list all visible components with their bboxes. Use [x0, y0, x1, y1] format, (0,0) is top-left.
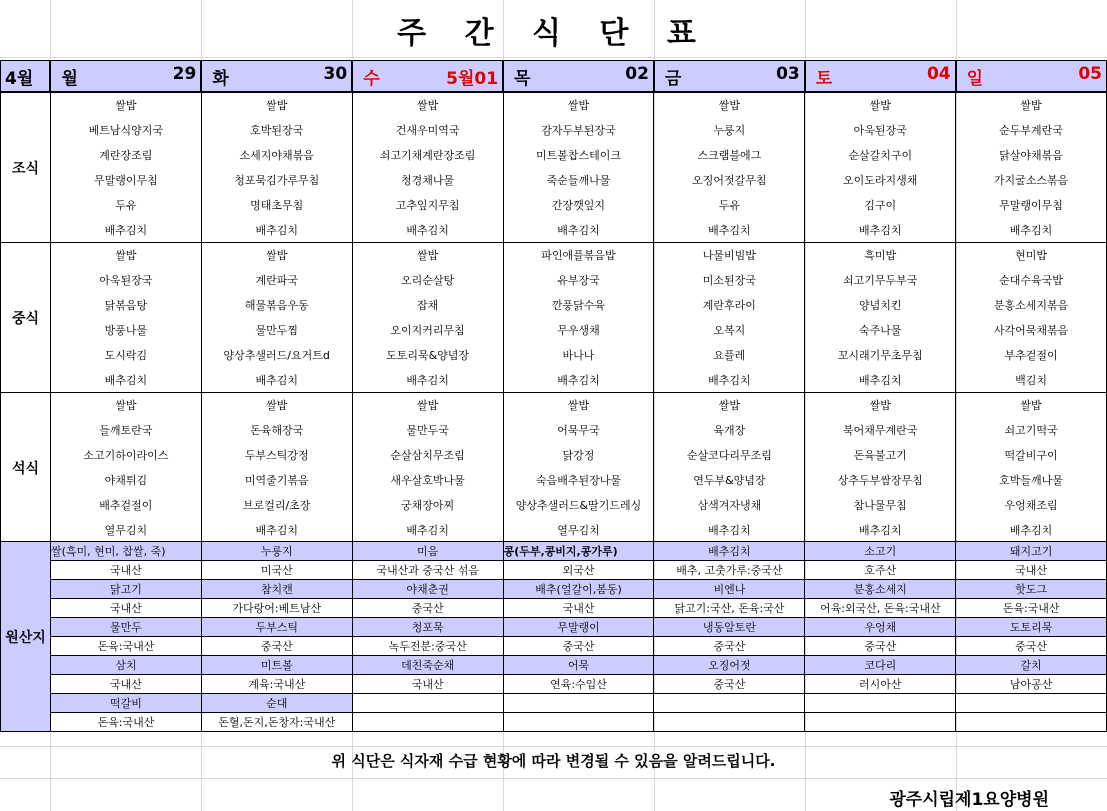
menu-cell: 청포묵김가루무침	[201, 168, 352, 193]
menu-cell: 순살삼치무조림	[352, 443, 503, 468]
menu-cell: 쌀밥	[201, 393, 352, 418]
menu-cell: 쌀밥	[201, 93, 352, 118]
page-title: 주 간 식 단 표	[397, 16, 710, 51]
menu-cell: 순살갈치구이	[805, 143, 956, 168]
gridline	[0, 57, 1107, 58]
menu-cell: 청경채나물	[352, 168, 503, 193]
origin-source-cell: 중국산	[654, 637, 805, 656]
menu-cell: 건새우미역국	[352, 118, 503, 143]
origin-item-cell: 순대	[201, 694, 352, 713]
origin-source-cell: 계육:국내산	[201, 675, 352, 694]
menu-cell: 쌀밥	[654, 393, 805, 418]
origin-item-cell	[352, 694, 503, 713]
menu-row	[1, 193, 1107, 218]
day-header-row	[0, 60, 1107, 92]
menu-cell: 쌀밥	[50, 93, 201, 118]
menu-cell: 오복지	[654, 318, 805, 343]
gridline	[0, 778, 1107, 779]
origin-item-cell: 참치캔	[201, 580, 352, 599]
menu-cell: 육개장	[654, 418, 805, 443]
menu-cell: 미역줄기볶음	[201, 468, 352, 493]
menu-cell: 명태초무침	[201, 193, 352, 218]
origin-item-cell	[956, 694, 1107, 713]
menu-row	[1, 493, 1107, 518]
menu-cell: 소고기하이라이스	[50, 443, 201, 468]
menu-cell: 아욱된장국	[805, 118, 956, 143]
menu-cell: 배추김치	[503, 218, 654, 243]
menu-cell: 순살코다리무조림	[654, 443, 805, 468]
menu-cell: 배추김치	[50, 368, 201, 393]
menu-cell: 닭강정	[503, 443, 654, 468]
origin-item-cell: 도토리묵	[956, 618, 1107, 637]
origin-source-cell: 녹두전분:중국산	[352, 637, 503, 656]
day-date: 29	[172, 63, 197, 84]
menu-cell: 삼색겨자냉채	[654, 493, 805, 518]
menu-row	[1, 168, 1107, 193]
menu-cell: 열무김치	[503, 518, 654, 543]
menu-row	[1, 318, 1107, 343]
menu-cell: 숙주나물	[805, 318, 956, 343]
day-name: 화	[212, 68, 229, 89]
origin-label: 원산지	[1, 542, 51, 732]
origin-item-cell: 두부스틱	[201, 618, 352, 637]
origin-item-cell: 오징어젓	[654, 656, 805, 675]
menu-cell: 죽순들깨나물	[503, 168, 654, 193]
menu-cell: 참나물무침	[805, 493, 956, 518]
day-date: 5월01	[446, 68, 499, 89]
day-name: 월	[61, 68, 78, 89]
day-header-cell	[201, 61, 352, 92]
origin-item-cell: 야채춘권	[352, 580, 503, 599]
menu-cell: 닭살야채볶음	[956, 143, 1107, 168]
menu-cell: 부추겉절이	[956, 343, 1107, 368]
origin-item-cell: 핫도그	[956, 580, 1107, 599]
menu-cell: 쌀밥	[352, 93, 503, 118]
hospital-name: 광주시립제1요양병원	[889, 790, 1049, 810]
origin-item-cell: 청포묵	[352, 618, 503, 637]
menu-cell: 물만두국	[352, 418, 503, 443]
origin-item-cell: 코다리	[805, 656, 956, 675]
origin-source-cell: 어육:외국산, 돈육:국내산	[805, 599, 956, 618]
origin-item-cell	[805, 694, 956, 713]
menu-cell: 쇠고기채계란장조림	[352, 143, 503, 168]
menu-row	[1, 268, 1107, 293]
menu-cell: 궁채장아찌	[352, 493, 503, 518]
menu-cell: 무말랭이무침	[956, 193, 1107, 218]
origin-source-cell: 호주산	[805, 561, 956, 580]
menu-row	[1, 143, 1107, 168]
menu-cell: 새우살호박나물	[352, 468, 503, 493]
menu-cell: 배추김치	[503, 368, 654, 393]
origin-source-cell: 중국산	[956, 637, 1107, 656]
origin-table	[0, 541, 1107, 732]
day-header-cell	[956, 61, 1107, 92]
menu-row	[1, 118, 1107, 143]
origin-source-cell: 중국산	[805, 637, 956, 656]
day-date: 04	[926, 63, 951, 84]
gridline	[0, 746, 1107, 747]
day-header-cell	[805, 61, 956, 92]
menu-cell: 물만두찜	[201, 318, 352, 343]
origin-source-row	[1, 675, 1107, 694]
menu-cell: 배추김치	[201, 218, 352, 243]
origin-item-cell: 물만두	[50, 618, 201, 637]
menu-cell: 배추김치	[654, 218, 805, 243]
menu-cell: 배추김치	[352, 218, 503, 243]
menu-row	[1, 243, 1107, 268]
menu-row	[1, 393, 1107, 418]
origin-item-cell: 분홍소세지	[805, 580, 956, 599]
day-header-cell	[503, 61, 654, 92]
origin-item-cell: 쌀(흑미, 현미, 찹쌀, 죽)	[50, 542, 201, 561]
day-header-cell	[352, 61, 503, 92]
menu-cell: 두유	[654, 193, 805, 218]
menu-cell: 간장깻잎지	[503, 193, 654, 218]
origin-item-cell: 우엉채	[805, 618, 956, 637]
day-name: 일	[966, 68, 984, 89]
origin-source-cell: 돈육:국내산	[956, 599, 1107, 618]
origin-item-cell: 닭고기	[50, 580, 201, 599]
origin-item-cell: 콩(두부,콩비지,콩가루)	[503, 542, 654, 561]
origin-item-row	[1, 618, 1107, 637]
meal-label: 중식	[1, 243, 51, 393]
menu-cell: 방풍나물	[50, 318, 201, 343]
origin-source-cell: 국내산	[503, 599, 654, 618]
origin-item-row	[1, 580, 1107, 599]
menu-cell: 상추두부쌈장무침	[805, 468, 956, 493]
menu-cell: 미소된장국	[654, 268, 805, 293]
menu-cell: 분홍소세지볶음	[956, 293, 1107, 318]
origin-source-cell: 남아공산	[956, 675, 1107, 694]
origin-source-cell	[805, 713, 956, 732]
origin-source-cell: 국내산	[352, 675, 503, 694]
menu-cell: 배추김치	[201, 368, 352, 393]
origin-source-cell: 국내산	[50, 675, 201, 694]
origin-item-row	[1, 694, 1107, 713]
menu-cell: 북어채무계란국	[805, 418, 956, 443]
menu-cell: 쌀밥	[654, 93, 805, 118]
origin-item-cell: 무말랭이	[503, 618, 654, 637]
origin-source-cell: 중국산	[352, 599, 503, 618]
origin-item-cell: 미트볼	[201, 656, 352, 675]
menu-cell: 떡갈비구이	[956, 443, 1107, 468]
day-date: 05	[1078, 63, 1102, 84]
menu-cell: 해물볶음우동	[201, 293, 352, 318]
origin-item-cell: 배추(얼갈이,봄동)	[503, 580, 654, 599]
menu-cell: 감자두부된장국	[503, 118, 654, 143]
day-name: 금	[664, 68, 682, 89]
origin-item-cell: 소고기	[805, 542, 956, 561]
origin-source-cell: 가다랑어:베트남산	[201, 599, 352, 618]
origin-source-row	[1, 713, 1107, 732]
menu-cell: 요플레	[654, 343, 805, 368]
notice-text: 위 식단은 식자재 수급 현황에 따라 변경될 수 있음을 알려드립니다.	[331, 752, 776, 770]
menu-cell: 순대수육국밥	[956, 268, 1107, 293]
origin-item-cell: 누룽지	[201, 542, 352, 561]
menu-cell: 무우생채	[503, 318, 654, 343]
menu-cell: 돈육불고기	[805, 443, 956, 468]
origin-source-cell: 돈혈,돈지,돈창자:국내산	[201, 713, 352, 732]
menu-cell: 계란파국	[201, 268, 352, 293]
menu-cell: 두부스틱강정	[201, 443, 352, 468]
menu-cell: 김구이	[805, 193, 956, 218]
menu-cell: 소세지야채볶음	[201, 143, 352, 168]
origin-source-cell	[352, 713, 503, 732]
origin-source-cell: 국내산	[50, 599, 201, 618]
origin-source-row	[1, 561, 1107, 580]
origin-item-cell: 갈치	[956, 656, 1107, 675]
menu-cell: 배추김치	[201, 518, 352, 543]
day-header-cell	[654, 61, 805, 92]
origin-source-cell: 닭고기:국산, 돈육:국산	[654, 599, 805, 618]
menu-cell: 계란장조림	[50, 143, 201, 168]
menu-cell: 쌀밥	[805, 393, 956, 418]
menu-cell: 쌀밥	[50, 393, 201, 418]
day-date: 30	[323, 63, 348, 84]
menu-cell: 도토리묵&양념장	[352, 343, 503, 368]
menu-cell: 쌀밥	[352, 393, 503, 418]
origin-item-cell: 냉동알토란	[654, 618, 805, 637]
menu-cell: 호박들깨나물	[956, 468, 1107, 493]
origin-source-cell: 연육:수입산	[503, 675, 654, 694]
day-name: 토	[815, 68, 833, 89]
menu-row	[1, 293, 1107, 318]
meal-label: 조식	[1, 93, 51, 243]
menu-cell: 스크램블에그	[654, 143, 805, 168]
menu-cell: 두유	[50, 193, 201, 218]
menu-cell: 배추김치	[352, 368, 503, 393]
origin-source-cell: 중국산	[503, 637, 654, 656]
menu-cell: 사각어묵채볶음	[956, 318, 1107, 343]
menu-cell: 파인애플볶음밥	[503, 243, 654, 268]
menu-cell: 오리순살탕	[352, 268, 503, 293]
origin-item-cell: 돼지고기	[956, 542, 1107, 561]
origin-source-cell: 중국산	[654, 675, 805, 694]
menu-cell: 누룽지	[654, 118, 805, 143]
month-cell: 4월	[1, 61, 51, 92]
menu-cell: 고추잎지무침	[352, 193, 503, 218]
origin-item-cell: 데친죽순채	[352, 656, 503, 675]
menu-cell: 아욱된장국	[50, 268, 201, 293]
meal-label: 석식	[1, 393, 51, 543]
menu-cell: 배추김치	[956, 218, 1107, 243]
origin-source-cell: 중국산	[201, 637, 352, 656]
day-name: 목	[514, 68, 531, 89]
origin-source-row	[1, 637, 1107, 656]
menu-cell: 양념치킨	[805, 293, 956, 318]
menu-row	[1, 218, 1107, 243]
menu-cell: 쌀밥	[503, 393, 654, 418]
origin-source-cell: 미국산	[201, 561, 352, 580]
menu-cell: 유부장국	[503, 268, 654, 293]
origin-item-cell: 배추김치	[654, 542, 805, 561]
origin-source-cell: 국내산과 중국산 섞음	[352, 561, 503, 580]
origin-item-row	[1, 656, 1107, 675]
menu-cell: 배추겉절이	[50, 493, 201, 518]
menu-cell: 배추김치	[50, 218, 201, 243]
origin-source-cell: 러시아산	[805, 675, 956, 694]
day-name: 수	[363, 68, 380, 89]
menu-cell: 숙음배추된장나물	[503, 468, 654, 493]
menu-cell: 쌀밥	[50, 243, 201, 268]
menu-cell: 배추김치	[805, 218, 956, 243]
menu-cell: 백김치	[956, 368, 1107, 393]
menu-cell: 무말랭이무침	[50, 168, 201, 193]
menu-cell: 쇠고기무두부국	[805, 268, 956, 293]
origin-source-cell: 국내산	[50, 561, 201, 580]
menu-cell: 순두부계란국	[956, 118, 1107, 143]
menu-cell: 배추김치	[654, 518, 805, 543]
menu-cell: 쇠고기떡국	[956, 418, 1107, 443]
origin-item-cell: 어묵	[503, 656, 654, 675]
menu-cell: 배추김치	[805, 368, 956, 393]
menu-cell: 돈육해장국	[201, 418, 352, 443]
menu-cell: 쌀밥	[201, 243, 352, 268]
menu-cell: 잡채	[352, 293, 503, 318]
day-date: 03	[776, 63, 800, 84]
day-header-cell	[50, 61, 201, 92]
menu-cell: 배추김치	[352, 518, 503, 543]
menu-cell: 브로컬리/초장	[201, 493, 352, 518]
menu-cell: 쌀밥	[352, 243, 503, 268]
menu-cell: 오이도라지생채	[805, 168, 956, 193]
origin-source-cell: 외국산	[503, 561, 654, 580]
menu-cell: 배추김치	[956, 518, 1107, 543]
menu-row	[1, 93, 1107, 118]
menu-cell: 쌀밥	[956, 393, 1107, 418]
menu-cell: 현미밥	[956, 243, 1107, 268]
menu-cell: 미트볼찹스테이크	[503, 143, 654, 168]
origin-source-cell	[503, 713, 654, 732]
menu-cell: 양상추샐러드&딸기드레싱	[503, 493, 654, 518]
menu-cell: 열무김치	[50, 518, 201, 543]
menu-cell: 쌀밥	[956, 93, 1107, 118]
menu-cell: 흑미밥	[805, 243, 956, 268]
menu-row	[1, 418, 1107, 443]
menu-cell: 쌀밥	[503, 93, 654, 118]
menu-cell: 양상추샐러드/요거트d	[201, 343, 352, 368]
day-date: 02	[625, 63, 649, 84]
menu-row	[1, 343, 1107, 368]
menu-cell: 계란후라이	[654, 293, 805, 318]
menu-cell: 야채튀김	[50, 468, 201, 493]
menu-cell: 들깨토란국	[50, 418, 201, 443]
origin-source-cell: 배추, 고춧가루:중국산	[654, 561, 805, 580]
menu-cell: 호박된장국	[201, 118, 352, 143]
menu-row	[1, 468, 1107, 493]
origin-item-cell: 떡갈비	[50, 694, 201, 713]
origin-item-cell: 비엔나	[654, 580, 805, 599]
origin-item-cell	[503, 694, 654, 713]
menu-cell: 꼬시래기무초무침	[805, 343, 956, 368]
menu-cell: 깐풍닭수육	[503, 293, 654, 318]
menu-cell: 우엉채조림	[956, 493, 1107, 518]
menu-cell: 도시락김	[50, 343, 201, 368]
menu-cell: 가지굴소스볶음	[956, 168, 1107, 193]
origin-item-cell: 삼치	[50, 656, 201, 675]
menu-row	[1, 518, 1107, 543]
menu-cell: 오이지커리무침	[352, 318, 503, 343]
origin-source-cell	[654, 713, 805, 732]
menu-cell: 베트남식양지국	[50, 118, 201, 143]
menu-cell: 배추김치	[654, 368, 805, 393]
menu-cell: 쌀밥	[805, 93, 956, 118]
origin-source-cell: 돈육:국내산	[50, 713, 201, 732]
menu-table	[0, 92, 1107, 543]
origin-source-cell	[956, 713, 1107, 732]
origin-item-cell: 미음	[352, 542, 503, 561]
menu-cell: 배추김치	[805, 518, 956, 543]
menu-cell: 어묵무국	[503, 418, 654, 443]
menu-cell: 바나나	[503, 343, 654, 368]
menu-cell: 오징어젓갈무침	[654, 168, 805, 193]
origin-source-cell: 국내산	[956, 561, 1107, 580]
menu-row	[1, 443, 1107, 468]
origin-item-cell	[654, 694, 805, 713]
menu-cell: 연두부&양념장	[654, 468, 805, 493]
origin-item-row	[1, 542, 1107, 561]
menu-row	[1, 368, 1107, 393]
origin-source-cell: 돈육:국내산	[50, 637, 201, 656]
menu-cell: 닭볶음탕	[50, 293, 201, 318]
origin-source-row	[1, 599, 1107, 618]
menu-cell: 나물비빔밥	[654, 243, 805, 268]
